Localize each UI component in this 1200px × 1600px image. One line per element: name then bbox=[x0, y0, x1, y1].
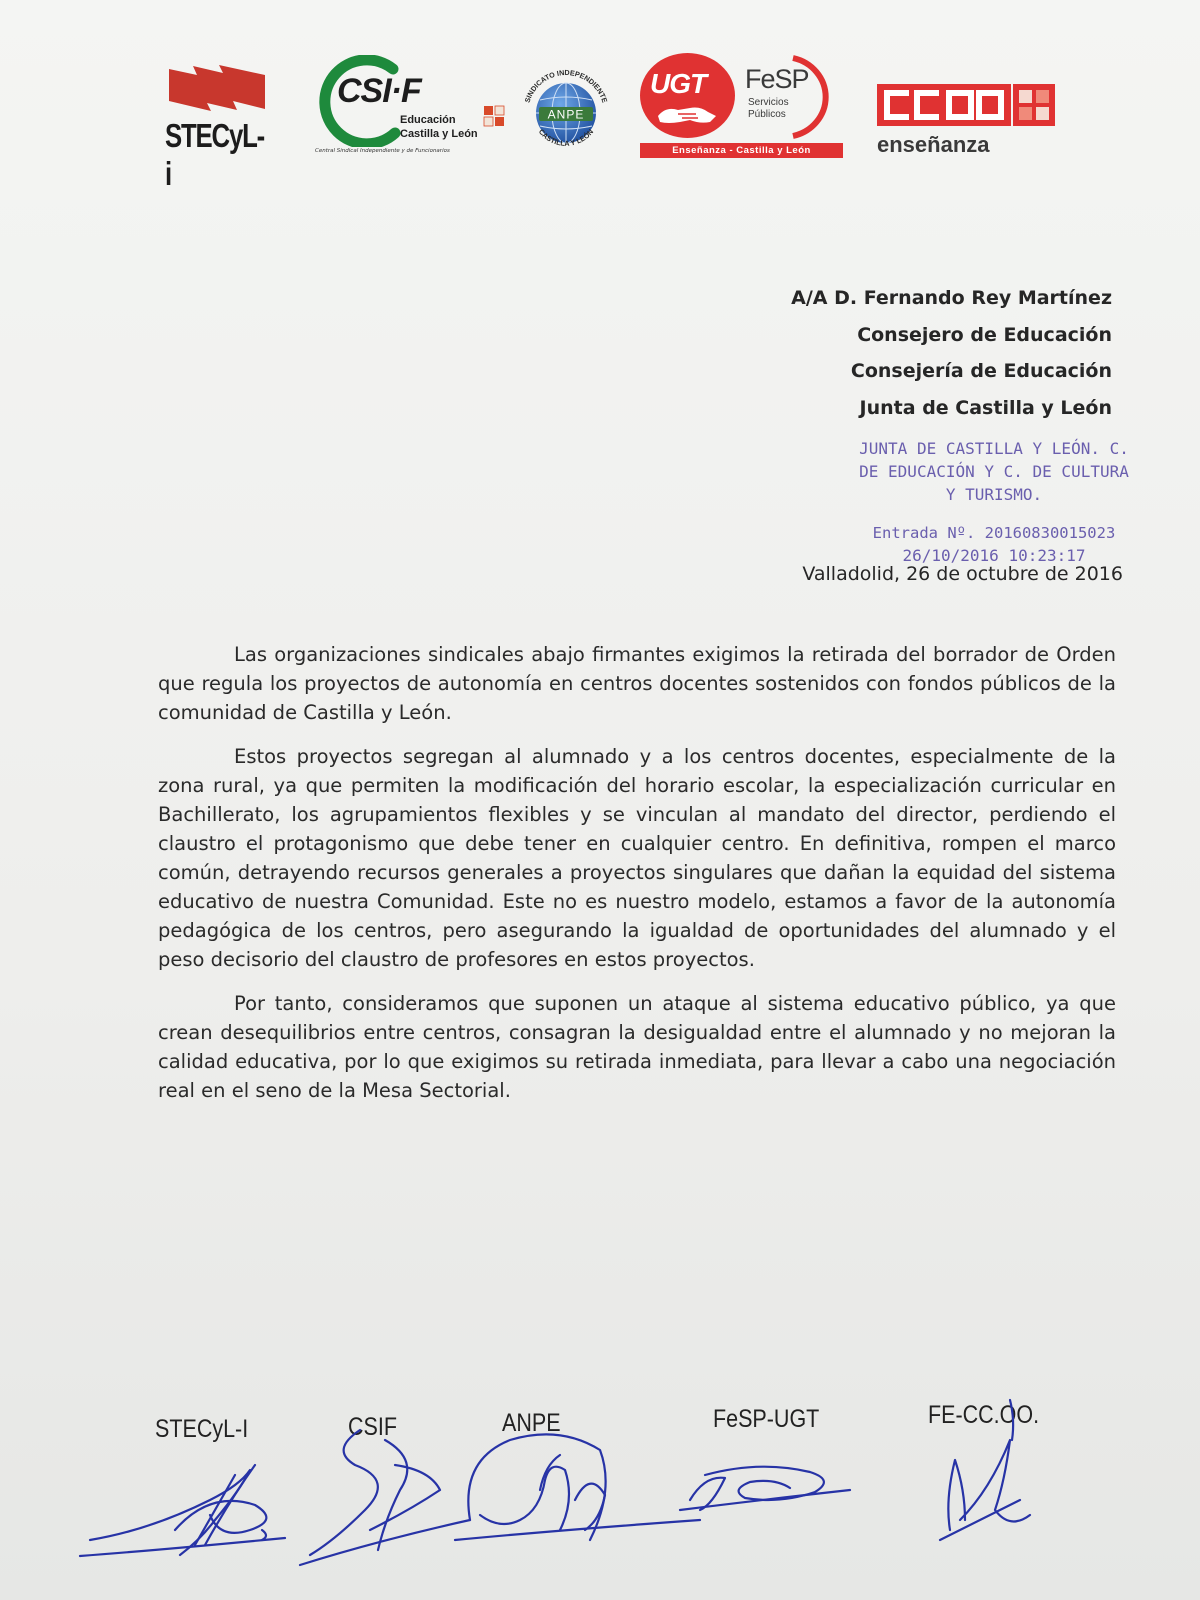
csif-subtitle-2: Castilla y León bbox=[400, 128, 478, 140]
stamp-line-2: DE EDUCACIÓN Y C. DE CULTURA bbox=[859, 462, 1129, 481]
ugt-wordmark: UGT bbox=[650, 68, 707, 99]
stamp-line-1: JUNTA DE CASTILLA Y LEÓN. C. bbox=[859, 439, 1129, 458]
fesp-wordmark: FeSP bbox=[745, 64, 809, 94]
csif-subtitle-1: Educación bbox=[400, 114, 456, 126]
recipient-title: Consejero de Educación bbox=[857, 323, 1112, 346]
recipient-department: Consejería de Educación bbox=[850, 360, 1112, 382]
ccoo-wordmark: enseñanza bbox=[877, 132, 990, 157]
recipient-block bbox=[791, 280, 1112, 426]
ccoo-letters-icon bbox=[883, 89, 1007, 121]
ugt-fesp-logo bbox=[640, 50, 845, 160]
stecyl-logo bbox=[165, 65, 290, 192]
ccoo-regional-flag bbox=[1013, 84, 1055, 126]
stecyl-flag-icon bbox=[167, 65, 267, 111]
union-logos bbox=[165, 50, 1085, 192]
signature-anpe-icon bbox=[455, 1434, 700, 1540]
letter-body bbox=[158, 640, 1116, 1120]
anpe-arc-top: SINDICATO INDEPENDIENTE bbox=[522, 67, 610, 104]
ccoo-logo bbox=[877, 84, 1057, 159]
signatory-csif: CSIF bbox=[348, 1413, 397, 1441]
handshake-icon bbox=[656, 102, 718, 126]
csif-wordmark: CSI·F bbox=[337, 72, 421, 110]
signatory-fe-ccoo: FE-CC.OO. bbox=[928, 1401, 1040, 1429]
fesp-arc-icon bbox=[785, 52, 840, 140]
stamp-line-3: Y TURISMO. bbox=[945, 485, 1043, 504]
body-paragraph-2: Estos proyectos segregan al alumnado y a los centros docentes, especialmente de la zona rural, ya que permiten la modificación del horario escolar, la especialización curricular en Bachillerato, los agrupamientos flexibles y se vinculan al mandato del director, perdiendo el claustro el protagonismo que debe tener en cualquier centro. En definitiva, rompen el marco común, detrayendo recursos generales a proyectos singulares que dañan la equidad del sistema educativo de nuestra Comunidad. Este no es nuestro modelo, estamos a favor de la autonomía pedagógica de los centros, pero asegurando la igualdad de oportunidades del alumnado y el peso decisorio del claustro de profesores en estos proyectos. bbox=[158, 745, 1116, 971]
signatory-fesp-ugt: FeSP-UGT bbox=[713, 1405, 820, 1433]
body-paragraph-3: Por tanto, consideramos que suponen un ataque al sistema educativo público, ya que crean desequilibrios entre centros, consagran la desigualdad entre el alumnado y no mejoran la calidad educativa, por lo que exigimos su retirada inmediata, para llevar a cabo una negociación real en el seno de la Mesa Sectorial. bbox=[158, 992, 1116, 1102]
fesp-subtitle-2: Públicos bbox=[748, 109, 786, 120]
signature-fe-ccoo-icon bbox=[940, 1400, 1030, 1540]
recipient-institution: Junta de Castilla y León bbox=[859, 396, 1112, 419]
ugt-region-bar: Enseñanza - Castilla y León bbox=[640, 143, 843, 158]
anpe-wordmark: ANPE bbox=[547, 107, 585, 122]
letter-date: Valladolid, 26 de octubre de 2016 bbox=[802, 563, 1123, 585]
stecyl-wordmark: STECyL-i bbox=[165, 117, 265, 192]
castilla-leon-emblem-icon bbox=[483, 105, 505, 127]
signatures bbox=[0, 1380, 1200, 1600]
fesp-subtitle-1: Servicios bbox=[748, 97, 789, 108]
signature-csif-icon bbox=[300, 1430, 470, 1565]
csif-tagline: Central Sindical Independiente y de Funcionarios bbox=[315, 148, 450, 154]
registry-stamp bbox=[818, 437, 1170, 567]
ccoo-letters-box bbox=[877, 84, 1011, 126]
castilla-leon-flag-icon bbox=[1013, 84, 1055, 126]
anpe-logo bbox=[515, 62, 617, 164]
stamp-timestamp: 26/10/2016 10:23:17 bbox=[902, 546, 1086, 565]
signature-stecyl-icon bbox=[80, 1465, 285, 1556]
signatory-anpe: ANPE bbox=[502, 1409, 561, 1437]
signature-fesp-ugt-icon bbox=[680, 1467, 850, 1510]
stamp-entry-number: Entrada Nº. 20160830015023 bbox=[872, 524, 1116, 542]
signatory-stecyl: STECyL-I bbox=[155, 1415, 249, 1443]
anpe-globe-icon bbox=[515, 62, 617, 164]
csif-logo bbox=[315, 50, 495, 165]
recipient-name: A/A D. Fernando Rey Martínez bbox=[791, 287, 1112, 309]
body-paragraph-1: Las organizaciones sindicales abajo firmantes exigimos la retirada del borrador de Orden que regula los proyectos de autonomía en centros docentes sostenidos con fondos públicos de la comunidad de Castilla y León. bbox=[158, 643, 1116, 724]
anpe-arc-bottom: CASTILLA Y LEÓN bbox=[536, 127, 596, 148]
